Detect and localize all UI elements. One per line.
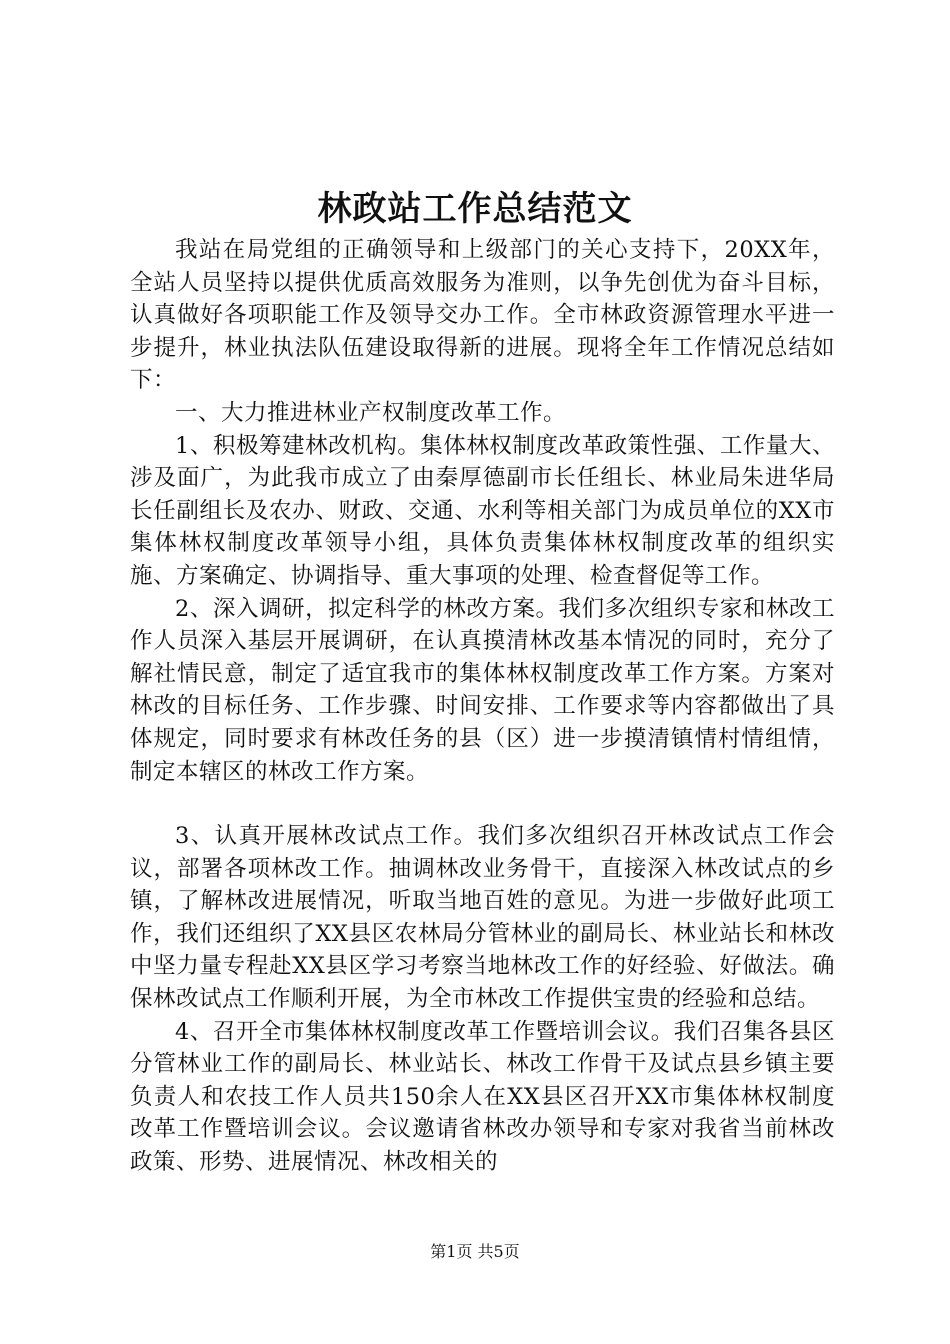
item-4-paragraph: 4、召开全市集体林权制度改革工作暨培训会议。我们召集各县区分管林业工作的副局长、林业站长、林改工作骨干及试点县乡镇主要负责人和农技工作人员共150余人在XX县区召开XX市集体林权制度改革工作暨培训会议。会议邀请省林改办领导和专家对我省当前林改政策、形势、进展情况、林改相关的 — [130, 1018, 835, 1176]
section-heading: 一、大力推进林业产权制度改革工作。 — [175, 399, 567, 426]
document-title: 林政站工作总结范文 — [317, 189, 633, 229]
item-2-paragraph: 2、深入调研，拟定科学的林改方案。我们多次组织专家和林改工作人员深入基层开展调研，在认真摸清林改基本情况的同时，充分了解社情民意，制定了适宜我市的集体林权制度改革工作方案。方案对林改的目标任务、工作步骤、时间安排、工作要求等内容都做出了具体规定，同时要求有林改任务的县（区）进一步摸清镇情村情组情，制定本辖区的林改工作方案。 — [130, 595, 835, 785]
document-body — [130, 234, 835, 1179]
item-1-paragraph: 1、积极筹建林改机构。集体林权制度改革政策性强、工作量大、涉及面广，为此我市成立了由秦厚德副市长任组长、林业局朱进华局长任副组长及农办、财政、交通、水利等相关部门为成员单位的XX市集体林权制度改革领导小组，具体负责集体林权制度改革的组织实施、方案确定、协调指导、重大事项的处理、检查督促等工作。 — [130, 432, 835, 589]
item-3-paragraph: 3、认真开展林改试点工作。我们多次组织召开林改试点工作会议，部署各项林改工作。抽调林改业务骨干，直接深入林改试点的乡镇，了解林改进展情况，听取当地百姓的意见。为进一步做好此项工作，我们还组织了XX县区农林局分管林业的副局长、林业站长和林改中坚力量专程赴XX县区学习考察当地林改工作的好经验、好做法。确保林改试点工作顺利开展，为全市林改工作提供宝贵的经验和总结。 — [130, 823, 835, 1013]
page-footer: 第1页 共5页 — [430, 1242, 520, 1261]
intro-paragraph: 我站在局党组的正确领导和上级部门的关心支持下，20XX年，全站人员坚持以提供优质高效服务为准则，以争先创优为奋斗目标，认真做好各项职能工作及领导交办工作。全市林政资源管理水平进一步提升，林业执法队伍建设取得新的进展。现将全年工作情况总结如下： — [130, 237, 835, 394]
